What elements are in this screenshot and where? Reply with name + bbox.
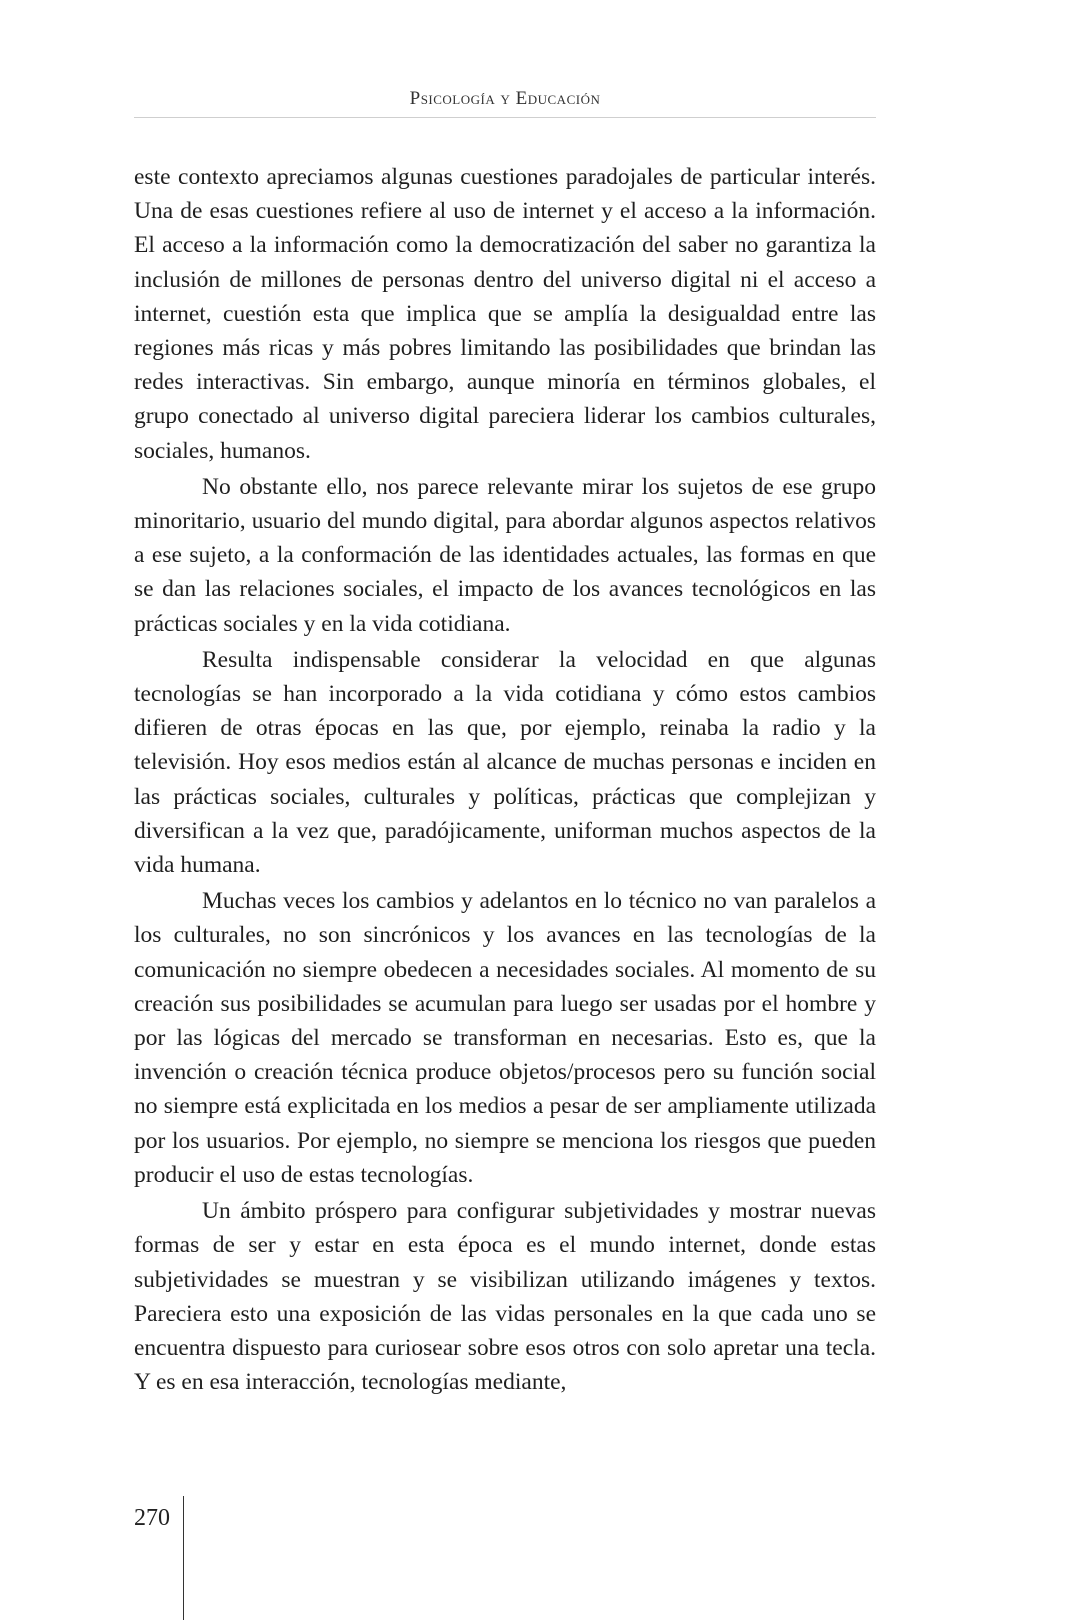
page-number: 270 xyxy=(134,1505,170,1531)
body-text xyxy=(134,160,876,1401)
running-header: Psicología y Educación xyxy=(409,88,601,109)
paragraph-5: Un ámbito próspero para configurar subjetividades y mostrar nuevas formas de ser y estar en esta época es el mundo internet, donde estas subjetividades se muestran y se visibilizan utilizando imágenes y textos. Pareciera esto una exposición de las vidas personales en la que cada uno se encuentra dispuesto para curiosear sobre esos otros con solo apretar una tecla. Y es en esa interacción, tecnologías mediante, xyxy=(134,1198,876,1396)
header-divider xyxy=(134,117,876,118)
paragraph-2: No obstante ello, nos parece relevante mirar los sujetos de ese grupo minoritario, usuario del mundo digital, para abordar algunos aspectos relativos a ese sujeto, a la conformación de las identidades actuales, las formas en que se dan las relaciones sociales, el impacto de los avances tecnológicos en las prácticas sociales y en la vida cotidiana. xyxy=(134,473,876,637)
paragraph-4: Muchas veces los cambios y adelantos en lo técnico no van paralelos a los culturales, no son sincrónicos y los avances en las tecnologías de la comunicación no siempre obedecen a necesidades sociales. Al momento de su creación sus posibilidades se acumulan para luego ser usadas por el hombre y por las lógicas del mercado se transforman en necesarias. Esto es, que la invención o creación técnica produce objetos/procesos pero su función social no siempre está explicitada en los medios a pesar de ser ampliamente utilizada por los usuarios. Por ejemplo, no siempre se menciona los riesgos que pueden producir el uso de estas tecnologías. xyxy=(134,888,876,1188)
margin-rule xyxy=(183,1496,184,1620)
paragraph-1: este contexto apreciamos algunas cuestiones paradojales de particular interés. Una de esas cuestiones refiere al uso de internet y el acceso a la información. El acceso a la información como la democratización del saber no garantiza la inclusión de millones de personas dentro del universo digital ni el acceso a internet, cuestión esta que implica que se amplía la desigualdad entre las regiones más ricas y más pobres limitando las posibilidades que brindan las redes interactivas. Sin embargo, aunque minoría en términos globales, el grupo conectado al universo digital pareciera liderar los cambios culturales, sociales, humanos. xyxy=(134,164,876,464)
paragraph-3: Resulta indispensable considerar la velocidad en que algunas tecnologías se han incorporado a la vida cotidiana y cómo estos cambios difieren de otras épocas en las que, por ejemplo, reinaba la radio y la televisión. Hoy esos medios están al alcance de muchas personas e inciden en las prácticas sociales, culturales y políticas, prácticas que complejizan y diversifican a la vez que, paradójicamente, uniforman muchos aspectos de la vida humana. xyxy=(134,646,876,879)
